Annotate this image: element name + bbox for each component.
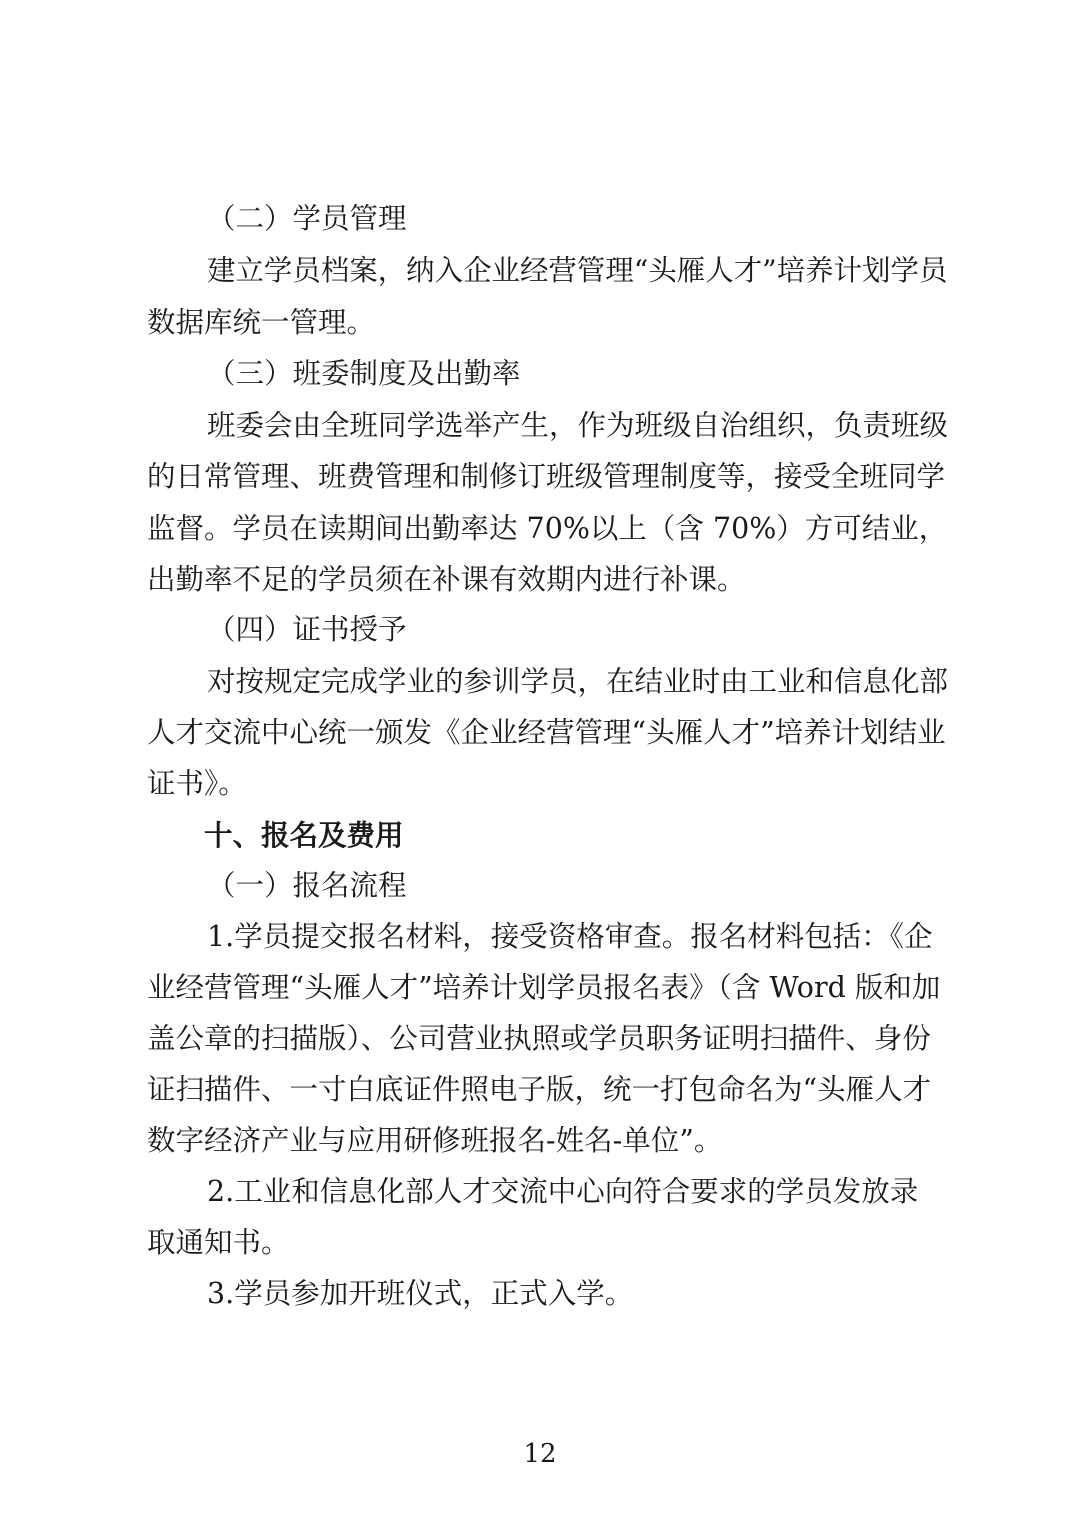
paragraph-line: 人才交流中心统一颁发《企业经营管理“头雁人才”培养计划结业 bbox=[147, 716, 946, 749]
list-item-line: 2.工业和信息化部人才交流中心向符合要求的学员发放录 bbox=[207, 1175, 919, 1208]
section-heading-class-committee: （三）班委制度及出勤率 bbox=[207, 357, 521, 390]
list-item-line: 盖公章的扫描版）、公司营业执照或学员职务证明扫描件、身份 bbox=[147, 1022, 931, 1055]
list-item-line: 业经营管理“头雁人才”培养计划学员报名表》（含 Word 版和加 bbox=[147, 971, 941, 1004]
list-item-line: 1.学员提交报名材料，接受资格审查。报名材料包括：《企 bbox=[207, 920, 933, 953]
section-heading-student-management: （二）学员管理 bbox=[207, 202, 407, 235]
list-item-line: 证扫描件、一寸白底证件照电子版，统一打包命名为“头雁人才 bbox=[147, 1073, 932, 1106]
paragraph-line: 建立学员档案，纳入企业经营管理“头雁人才”培养计划学员 bbox=[207, 254, 948, 287]
subheading-registration-process: （一）报名流程 bbox=[207, 869, 407, 902]
paragraph-line: 班委会由全班同学选举产生，作为班级自治组织，负责班级 bbox=[207, 409, 949, 442]
page-number: 12 bbox=[523, 1439, 557, 1469]
list-item-line: 数字经济产业与应用研修班报名-姓名-单位”。 bbox=[147, 1124, 723, 1157]
paragraph-line: 的日常管理、班费管理和制修订班级管理制度等，接受全班同学 bbox=[147, 460, 946, 493]
list-item-line: 取通知书。 bbox=[147, 1226, 290, 1259]
paragraph-line: 证书》。 bbox=[147, 767, 247, 800]
section-heading-certificate: （四）证书授予 bbox=[207, 613, 407, 646]
paragraph-line: 数据库统一管理。 bbox=[147, 306, 376, 339]
paragraph-line: 出勤率不足的学员须在补课有效期内进行补课。 bbox=[147, 563, 746, 596]
paragraph-line: 对按规定完成学业的参训学员，在结业时由工业和信息化部 bbox=[207, 665, 949, 698]
paragraph-line: 监督。学员在读期间出勤率达 70%以上（含 70%）方可结业， bbox=[147, 512, 948, 545]
chapter-heading-registration-fees: 十、报名及费用 bbox=[204, 818, 404, 852]
list-item-line: 3.学员参加开班仪式，正式入学。 bbox=[207, 1277, 634, 1310]
